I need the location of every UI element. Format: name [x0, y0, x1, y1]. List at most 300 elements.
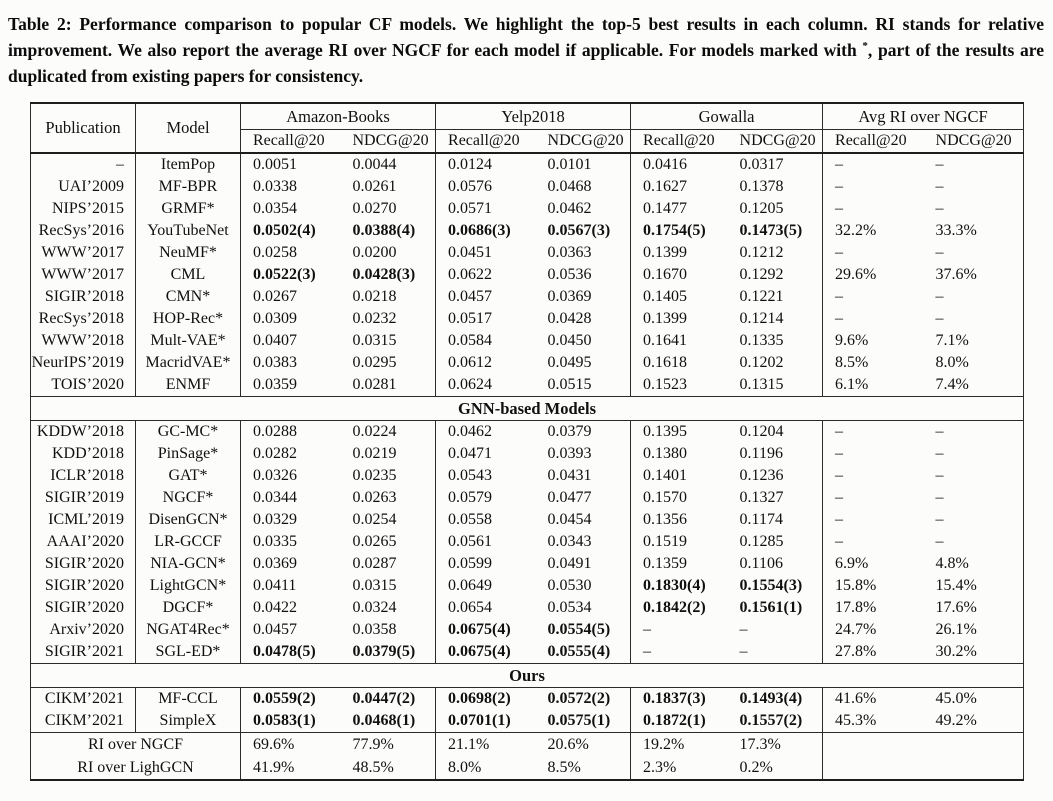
metric-cell: – [935, 511, 944, 528]
publication-cell: RecSys’2018 [31, 308, 136, 330]
metric-cell: – [835, 178, 844, 195]
metric-cell: 0.1327 [728, 487, 823, 509]
col-header-recall-amazon: Recall@20 [241, 130, 341, 154]
metric-cell: 0.0388(4) [341, 220, 436, 242]
metric-cell: 0.0686(3) [448, 222, 511, 239]
footer-metric-cell: 17.3% [728, 733, 823, 757]
metric-cell: 0.1205 [728, 198, 823, 220]
metric-cell: 0.0379 [536, 421, 631, 444]
metric-cell: 0.0224 [341, 421, 436, 444]
section-title: Ours [31, 664, 1024, 688]
metric-cell: 0.0431 [536, 465, 631, 487]
table-row [31, 421, 1024, 444]
table-row [31, 619, 1024, 641]
table-row [31, 641, 1024, 664]
metric-cell: – [935, 423, 944, 440]
caption-text-before-star: Table 2: Performance comparison to popular CF models. We highlight the top-5 best results in each column. RI stands for relative improvement. We also report the average RI over NGCF for each model if applicable. For models marked with [8, 14, 1044, 60]
metric-cell: – [935, 310, 944, 327]
model-cell: DisenGCN* [136, 509, 241, 531]
metric-cell: 0.1399 [643, 310, 688, 327]
metric-cell: 0.0369 [536, 286, 631, 308]
metric-cell: 0.1335 [728, 330, 823, 352]
table-row [31, 374, 1024, 397]
metric-cell: 0.0561 [448, 533, 493, 550]
metric-cell: 0.1872(1) [643, 712, 706, 729]
metric-cell: 0.1842(2) [643, 599, 706, 616]
metric-cell: – [835, 533, 844, 550]
footer-metric-cell: 8.0% [448, 758, 482, 776]
col-header-ndcg-gowalla: NDCG@20 [728, 130, 823, 154]
model-cell: MF-CCL [136, 688, 241, 711]
metric-cell: 0.0416 [643, 156, 688, 173]
metric-cell: 0.0383 [253, 354, 297, 371]
publication-cell: SIGIR’2020 [31, 597, 136, 619]
publication-cell: CIKM’2021 [31, 688, 136, 711]
metric-cell: 0.0477 [536, 487, 631, 509]
publication-cell: NIPS’2015 [31, 198, 136, 220]
metric-cell: 0.0447(2) [341, 688, 436, 711]
col-group-gowalla: Gowalla [631, 103, 823, 130]
metric-cell: 0.0468 [536, 176, 631, 198]
metric-cell: 0.0309 [253, 310, 297, 327]
table-row [31, 509, 1024, 531]
metric-cell: – [935, 533, 944, 550]
publication-cell: WWW’2017 [31, 242, 136, 264]
metric-cell: 0.1378 [728, 176, 823, 198]
metric-cell: 0.0124 [448, 156, 493, 173]
metric-cell: 0.1519 [643, 533, 688, 550]
section-title: GNN-based Models [31, 397, 1024, 421]
footer-empty-cell [823, 733, 1024, 757]
metric-cell: 0.1359 [643, 555, 688, 572]
metric-cell: 0.0317 [728, 153, 823, 176]
metric-cell: 0.0422 [253, 599, 297, 616]
metric-cell: 0.0502(4) [253, 222, 316, 239]
metric-cell: 0.0288 [253, 423, 297, 440]
metric-cell: 0.0536 [536, 264, 631, 286]
metric-cell: 30.2% [935, 643, 977, 660]
table-row [31, 575, 1024, 597]
publication-cell: WWW’2017 [31, 264, 136, 286]
metric-cell: 0.1554(3) [728, 575, 823, 597]
model-cell: LR-GCCF [136, 531, 241, 553]
table-row [31, 198, 1024, 220]
metric-cell: – [728, 619, 823, 641]
metric-cell: 0.0543 [448, 467, 493, 484]
table-body [31, 153, 1024, 780]
metric-cell: 0.0517 [448, 310, 493, 327]
model-cell: NIA-GCN* [136, 553, 241, 575]
table-caption [8, 11, 1044, 89]
footer-metric-cell: 20.6% [536, 733, 631, 757]
metric-cell: 0.0624 [448, 376, 493, 393]
metric-cell: 0.0363 [536, 242, 631, 264]
asterisk-marker: * [862, 40, 868, 53]
metric-cell: 0.1493(4) [728, 688, 823, 711]
footer-metric-cell: 21.1% [436, 733, 536, 757]
metric-cell: 0.0599 [448, 555, 493, 572]
metric-cell: 0.0218 [341, 286, 436, 308]
footer-metric-cell: 8.5% [536, 756, 631, 780]
metric-cell: 0.0622 [448, 266, 493, 283]
metric-cell: 0.0329 [253, 511, 297, 528]
metric-cell: 0.0522(3) [253, 266, 316, 283]
metric-cell: 26.1% [935, 621, 977, 638]
metric-cell: 0.0326 [253, 467, 297, 484]
model-cell: SimpleX [136, 710, 241, 733]
metric-cell: 0.1380 [643, 445, 688, 462]
metric-cell: 0.0649 [448, 577, 493, 594]
metric-cell: 0.0254 [341, 509, 436, 531]
metric-cell: 29.6% [835, 266, 877, 283]
metric-cell: – [835, 244, 844, 261]
footer-metric-cell: 2.3% [643, 758, 677, 776]
footer-metric-cell: 0.2% [728, 756, 823, 780]
metric-cell: 0.0457 [253, 621, 297, 638]
metric-cell: 0.1557(2) [728, 710, 823, 733]
table-header [31, 103, 1024, 153]
metric-cell: 45.3% [835, 712, 877, 729]
table-row [31, 487, 1024, 509]
metric-cell: – [643, 643, 652, 660]
publication-cell: SIGIR’2019 [31, 487, 136, 509]
footer-metric-cell: 48.5% [341, 756, 436, 780]
metric-cell: 15.4% [935, 577, 977, 594]
metric-cell: 49.2% [935, 712, 977, 729]
publication-cell: NeurIPS’2019 [31, 352, 136, 374]
model-cell: MacridVAE* [136, 352, 241, 374]
metric-cell: – [935, 178, 944, 195]
metric-cell: – [835, 156, 844, 173]
publication-cell: ICLR’2018 [31, 465, 136, 487]
metric-cell: 0.0343 [536, 531, 631, 553]
col-group-yelp2018: Yelp2018 [436, 103, 631, 130]
metric-cell: 0.0576 [448, 178, 493, 195]
publication-cell: ICML’2019 [31, 509, 136, 531]
metric-cell: 8.5% [835, 354, 869, 371]
metric-cell: 0.1477 [643, 200, 688, 217]
metric-cell: 0.0295 [341, 352, 436, 374]
col-group-avg-ri-over-ngcf: Avg RI over NGCF [823, 103, 1024, 130]
model-cell: PinSage* [136, 443, 241, 465]
metric-cell: 0.0044 [341, 153, 436, 176]
col-group-amazon-books: Amazon-Books [241, 103, 436, 130]
metric-cell: – [835, 200, 844, 217]
table-row [31, 553, 1024, 575]
metric-cell: 0.0471 [448, 445, 493, 462]
metric-cell: – [835, 511, 844, 528]
metric-cell: – [835, 423, 844, 440]
table-row [31, 531, 1024, 553]
metric-cell: 17.6% [935, 599, 977, 616]
metric-cell: 0.0315 [341, 330, 436, 352]
publication-cell: KDDW’2018 [31, 421, 136, 444]
metric-cell: 0.0515 [536, 374, 631, 397]
metric-cell: 0.1405 [643, 288, 688, 305]
metric-cell: 0.0235 [341, 465, 436, 487]
metric-cell: 0.0261 [341, 176, 436, 198]
metric-cell: 0.0324 [341, 597, 436, 619]
metric-cell: 7.1% [935, 332, 969, 349]
publication-cell: SIGIR’2020 [31, 553, 136, 575]
publication-cell: KDD’2018 [31, 443, 136, 465]
section-header-row [31, 664, 1024, 688]
metric-cell: 0.0462 [448, 423, 493, 440]
publication-cell: Arxiv’2020 [31, 619, 136, 641]
metric-cell: 0.0450 [536, 330, 631, 352]
metric-cell: 0.0200 [341, 242, 436, 264]
metric-cell: 0.0407 [253, 332, 297, 349]
metric-cell: 0.0579 [448, 489, 493, 506]
metric-cell: 0.0675(4) [448, 621, 511, 638]
metric-cell: 0.1473(5) [728, 220, 823, 242]
model-cell: CML [136, 264, 241, 286]
col-header-publication: Publication [31, 103, 136, 153]
footer-metric-cell: 41.9% [253, 758, 295, 776]
metric-cell: 0.0411 [253, 577, 297, 594]
metric-cell: 0.1627 [643, 178, 688, 195]
col-header-ndcg-yelp: NDCG@20 [536, 130, 631, 154]
metric-cell: 0.0379(5) [341, 641, 436, 664]
metric-cell: 7.4% [935, 376, 969, 393]
results-table [30, 102, 1024, 781]
metric-cell: 0.1174 [728, 509, 823, 531]
metric-cell: 24.7% [835, 621, 877, 638]
metric-cell: 0.1399 [643, 244, 688, 261]
metric-cell: – [728, 641, 823, 664]
table-row [31, 176, 1024, 198]
footer-metric-cell: 69.6% [241, 733, 341, 757]
publication-cell: TOIS’2020 [31, 374, 136, 397]
model-cell: YouTubeNet [136, 220, 241, 242]
metric-cell: 0.1670 [643, 266, 688, 283]
publication-cell: SIGIR’2020 [31, 575, 136, 597]
metric-cell: – [835, 288, 844, 305]
metric-cell: 0.0701(1) [448, 712, 511, 729]
model-cell: Mult-VAE* [136, 330, 241, 352]
model-cell: CMN* [136, 286, 241, 308]
metric-cell: 0.0558 [448, 511, 493, 528]
footer-metric-cell: 77.9% [341, 733, 436, 757]
metric-cell: 0.1315 [728, 374, 823, 397]
table-row [31, 153, 1024, 176]
table-row [31, 242, 1024, 264]
metric-cell: 0.0571 [448, 200, 493, 217]
metric-cell: 0.0675(4) [448, 643, 511, 660]
metric-cell: 0.0358 [341, 619, 436, 641]
metric-cell: – [935, 489, 944, 506]
metric-cell: 0.0281 [341, 374, 436, 397]
table-row [31, 308, 1024, 330]
table-row [31, 286, 1024, 308]
caption-text-after-star: , part of the results are duplicated from existing papers for consistency. [8, 40, 1045, 86]
footer-row [31, 733, 1024, 757]
metric-cell: 0.0495 [536, 352, 631, 374]
metric-cell: 0.0457 [448, 288, 493, 305]
footer-label: RI over LighGCN [31, 756, 241, 780]
metric-cell: – [835, 489, 844, 506]
metric-cell: 0.0584 [448, 332, 493, 349]
model-cell: MF-BPR [136, 176, 241, 198]
col-header-recall-yelp: Recall@20 [436, 130, 536, 154]
metric-cell: – [935, 156, 944, 173]
metric-cell: 27.8% [835, 643, 877, 660]
model-cell: GAT* [136, 465, 241, 487]
metric-cell: 0.0555(4) [536, 641, 631, 664]
metric-cell: 0.0454 [536, 509, 631, 531]
metric-cell: 0.0575(1) [536, 710, 631, 733]
publication-cell: SIGIR’2018 [31, 286, 136, 308]
metric-cell: 0.1523 [643, 376, 688, 393]
publication-cell: WWW’2018 [31, 330, 136, 352]
metric-cell: 0.1618 [643, 354, 688, 371]
table-row [31, 710, 1024, 733]
metric-cell: 0.0369 [253, 555, 297, 572]
metric-cell: 0.1212 [728, 242, 823, 264]
col-header-model: Model [136, 103, 241, 153]
model-cell: ENMF [136, 374, 241, 397]
model-cell: NeuMF* [136, 242, 241, 264]
col-header-recall-avgri: Recall@20 [823, 130, 924, 154]
model-cell: HOP-Rec* [136, 308, 241, 330]
metric-cell: 0.0612 [448, 354, 493, 371]
metric-cell: – [935, 288, 944, 305]
metric-cell: 0.1395 [643, 423, 688, 440]
metric-cell: 0.1236 [728, 465, 823, 487]
metric-cell: 0.1754(5) [643, 222, 706, 239]
publication-cell: SIGIR’2021 [31, 641, 136, 664]
metric-cell: 6.9% [835, 555, 869, 572]
model-cell: SGL-ED* [136, 641, 241, 664]
metric-cell: 0.1204 [728, 421, 823, 444]
metric-cell: 0.0530 [536, 575, 631, 597]
publication-cell: RecSys’2016 [31, 220, 136, 242]
metric-cell: 33.3% [935, 222, 977, 239]
metric-cell: 0.0491 [536, 553, 631, 575]
metric-cell: 0.0270 [341, 198, 436, 220]
metric-cell: 0.0534 [536, 597, 631, 619]
metric-cell: 0.0478(5) [253, 643, 316, 660]
metric-cell: 0.0263 [341, 487, 436, 509]
metric-cell: 0.0583(1) [253, 712, 316, 729]
metric-cell: – [935, 200, 944, 217]
publication-cell: UAI’2009 [31, 176, 136, 198]
model-cell: NGAT4Rec* [136, 619, 241, 641]
metric-cell: 0.0354 [253, 200, 297, 217]
metric-cell: 0.0315 [341, 575, 436, 597]
metric-cell: 17.8% [835, 599, 877, 616]
metric-cell: 0.0654 [448, 599, 493, 616]
metric-cell: 0.1196 [728, 443, 823, 465]
col-header-recall-gowalla: Recall@20 [631, 130, 728, 154]
footer-row [31, 756, 1024, 780]
model-cell: DGCF* [136, 597, 241, 619]
metric-cell: 0.0265 [341, 531, 436, 553]
metric-cell: 0.0554(5) [536, 619, 631, 641]
metric-cell: 37.6% [935, 266, 977, 283]
metric-cell: 0.1830(4) [643, 577, 706, 594]
metric-cell: 32.2% [835, 222, 877, 239]
metric-cell: 0.1292 [728, 264, 823, 286]
metric-cell: 0.1356 [643, 511, 688, 528]
metric-cell: 0.1106 [728, 553, 823, 575]
metric-cell: 0.1221 [728, 286, 823, 308]
metric-cell: 0.0698(2) [448, 690, 511, 707]
metric-cell: 0.0051 [253, 156, 297, 173]
metric-cell: 0.0393 [536, 443, 631, 465]
metric-cell: 0.1641 [643, 332, 688, 349]
metric-cell: 0.0282 [253, 445, 297, 462]
metric-cell: 0.0338 [253, 178, 297, 195]
table-row [31, 352, 1024, 374]
publication-cell: – [31, 153, 136, 176]
metric-cell: 0.0232 [341, 308, 436, 330]
metric-cell: 0.0572(2) [536, 688, 631, 711]
metric-cell: 0.0359 [253, 376, 297, 393]
model-cell: ItemPop [136, 153, 241, 176]
metric-cell: 0.1401 [643, 467, 688, 484]
model-cell: GC-MC* [136, 421, 241, 444]
metric-cell: 0.0468(1) [341, 710, 436, 733]
metric-cell: 0.0567(3) [536, 220, 631, 242]
table-row [31, 330, 1024, 352]
metric-cell: 8.0% [935, 354, 969, 371]
metric-cell: 0.1285 [728, 531, 823, 553]
footer-label: RI over NGCF [31, 733, 241, 757]
table-row [31, 220, 1024, 242]
metric-cell: 0.1561(1) [728, 597, 823, 619]
metric-cell: – [643, 621, 652, 638]
metric-cell: – [835, 467, 844, 484]
metric-cell: – [935, 467, 944, 484]
metric-cell: 45.0% [935, 690, 977, 707]
publication-cell: AAAI’2020 [31, 531, 136, 553]
metric-cell: 0.0258 [253, 244, 297, 261]
metric-cell: 0.0219 [341, 443, 436, 465]
model-cell: NGCF* [136, 487, 241, 509]
metric-cell: 0.1837(3) [643, 690, 706, 707]
metric-cell: 0.0335 [253, 533, 297, 550]
metric-cell: 4.8% [935, 555, 969, 572]
publication-cell: CIKM’2021 [31, 710, 136, 733]
metric-cell: – [835, 445, 844, 462]
footer-metric-cell: 19.2% [631, 733, 728, 757]
table-row [31, 688, 1024, 711]
col-header-ndcg-amazon: NDCG@20 [341, 130, 436, 154]
metric-cell: 0.0462 [536, 198, 631, 220]
model-cell: GRMF* [136, 198, 241, 220]
metric-cell: 0.1214 [728, 308, 823, 330]
table-row [31, 443, 1024, 465]
metric-cell: 0.0287 [341, 553, 436, 575]
metric-cell: 0.0451 [448, 244, 493, 261]
metric-cell: – [935, 244, 944, 261]
table-row [31, 264, 1024, 286]
metric-cell: 0.1202 [728, 352, 823, 374]
metric-cell: 9.6% [835, 332, 869, 349]
metric-cell: – [935, 445, 944, 462]
metric-cell: 0.0101 [536, 153, 631, 176]
metric-cell: 0.0267 [253, 288, 297, 305]
metric-cell: 0.0559(2) [253, 690, 316, 707]
table-row [31, 597, 1024, 619]
metric-cell: 0.0428 [536, 308, 631, 330]
section-header-row [31, 397, 1024, 421]
metric-cell: – [835, 310, 844, 327]
metric-cell: 15.8% [835, 577, 877, 594]
col-header-ndcg-avgri: NDCG@20 [924, 130, 1024, 154]
metric-cell: 6.1% [835, 376, 869, 393]
